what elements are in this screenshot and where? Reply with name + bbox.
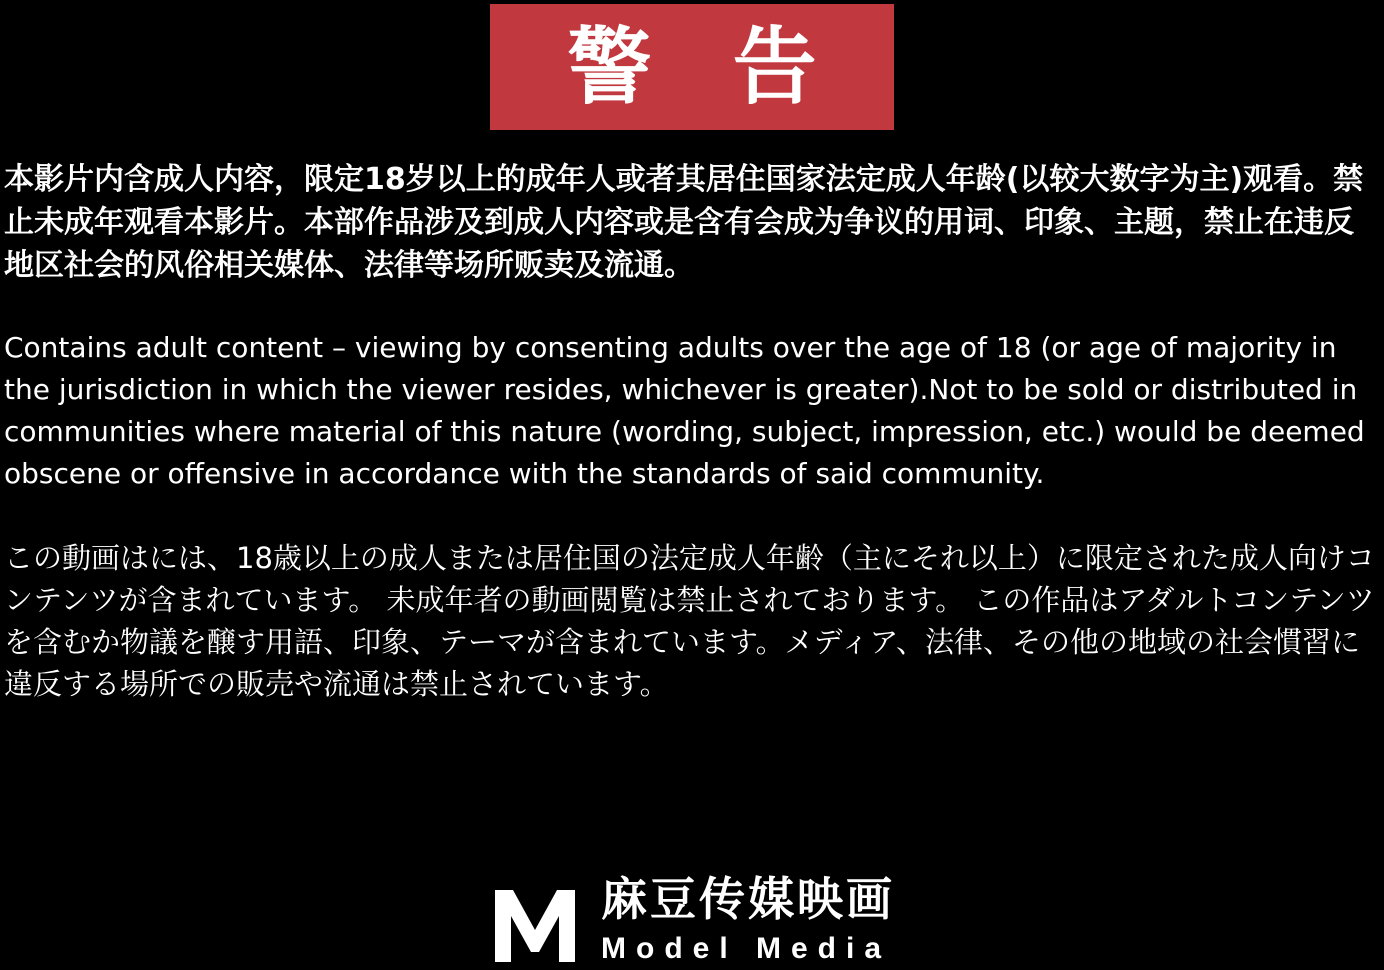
brand-name-chinese: 麻豆传媒映画	[601, 872, 895, 926]
notice-paragraph-chinese: 本影片内含成人内容，限定18岁以上的成年人或者其居住国家法定成人年龄(以较大数字为主)观看。禁止未成年观看本影片。本部作品涉及到成人内容或是含有会成为争议的用词、印象、主题，禁止在违反地区社会的风俗相关媒体、法律等场所贩卖及流通。	[4, 162, 1364, 283]
warning-banner	[490, 4, 894, 130]
warning-banner-wrap	[0, 0, 1384, 130]
notice-text-block	[0, 158, 1384, 705]
brand-logo	[0, 872, 1384, 965]
brand-name-english: Model Media	[601, 932, 892, 965]
m-monogram-icon	[489, 886, 581, 964]
warning-banner-label: 警 告	[567, 18, 843, 116]
notice-paragraph-english: Contains adult content – viewing by consenting adults over the age of 18 (or age of majority in the jurisdiction in which the viewer resides, whichever is greater).Not to be sold or distributed in communities where material of this nature (wording, subject, impression, etc.) would be deemed obscene or offensive in accordance with the standards of said community.	[4, 331, 1365, 490]
notice-paragraph-japanese: この動画はには、18歳以上の成人または居住国の法定成人年齢（主にそれ以上）に限定された成人向けコンテンツが含まれています。 未成年者の動画閲覧は禁止されております。 この作品はアダルトコンテンツを含むか物議を醸す用語、印象、テーマが含まれています。メディア、法律、その他の地域の社会慣習に違反する場所での販売や流通は禁止されています。	[4, 541, 1375, 701]
brand-logo-text	[601, 872, 895, 965]
